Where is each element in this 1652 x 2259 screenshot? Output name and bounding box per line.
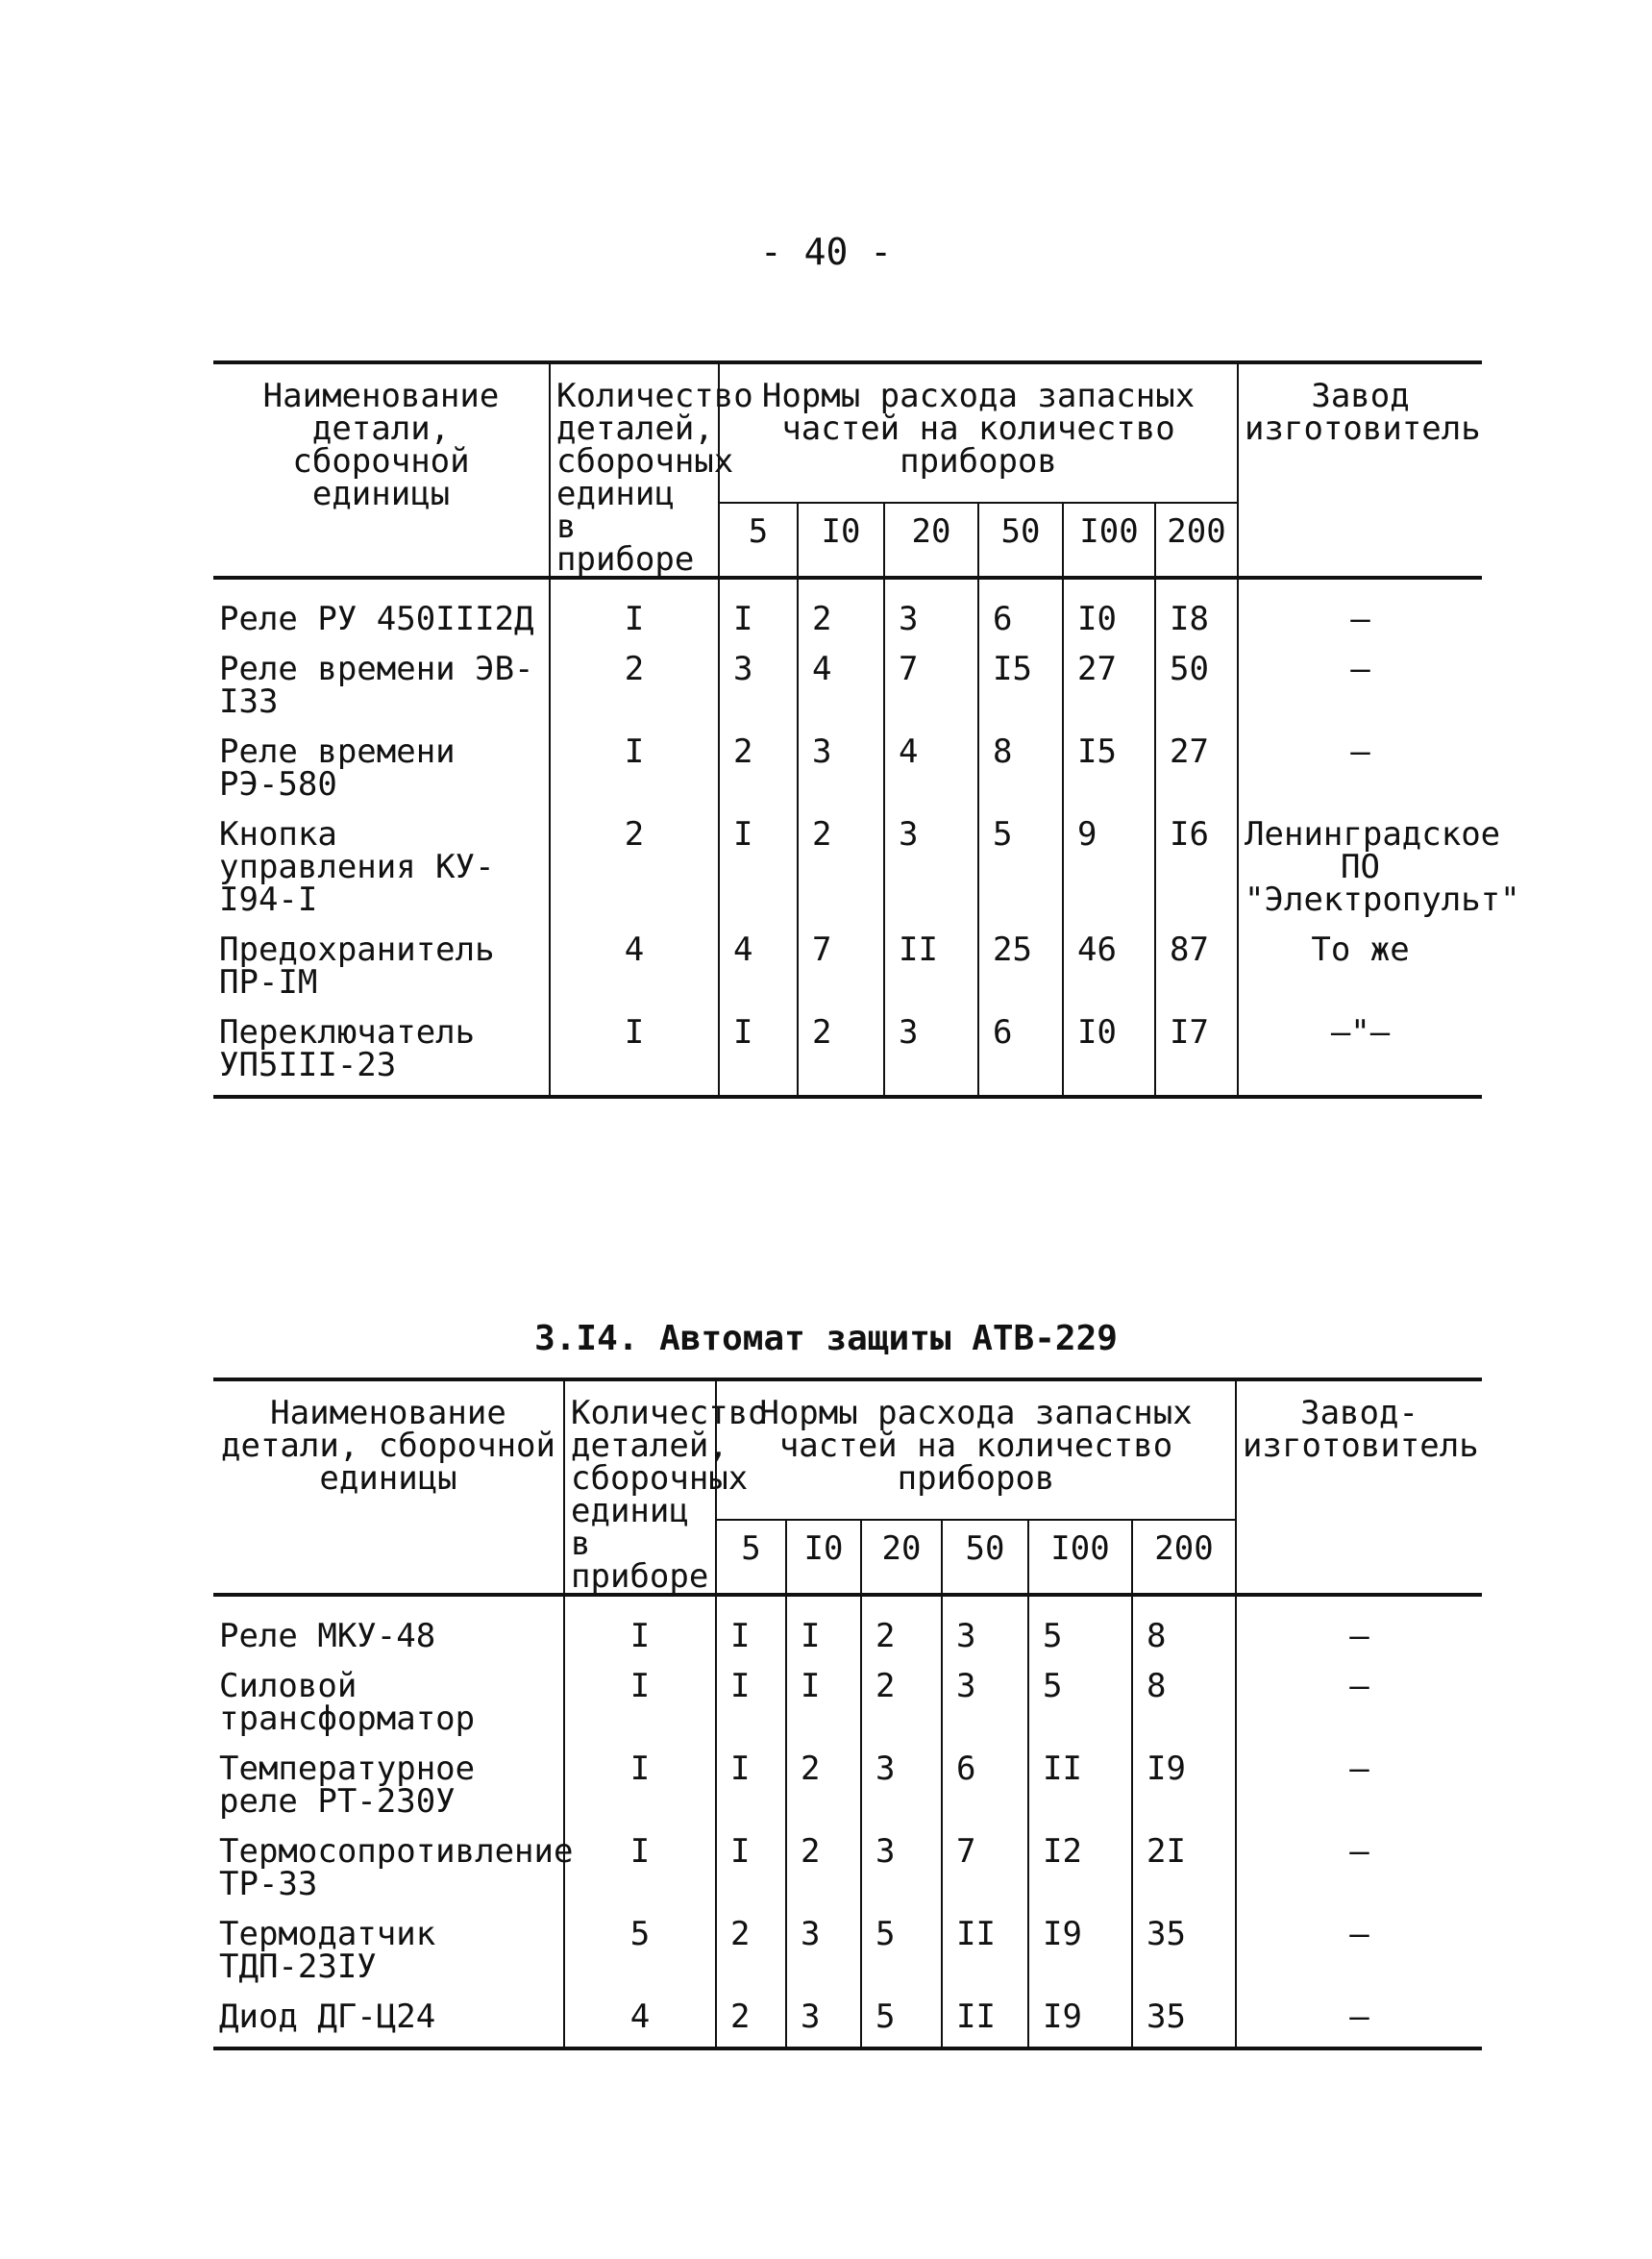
norm-value: 3 (861, 1743, 942, 1825)
norm-value: 5 (978, 808, 1063, 924)
part-name: Реле времени РЭ-580 (213, 726, 550, 808)
part-quantity: 4 (550, 924, 719, 1006)
norm-value: I9 (1132, 1743, 1236, 1825)
norm-value: 27 (1155, 726, 1238, 808)
norm-value: 2 (716, 1908, 786, 1991)
column-header-count: 5 (716, 1520, 786, 1595)
norm-value: 4 (719, 924, 798, 1006)
norm-value: I7 (1155, 1006, 1238, 1097)
norm-value: I (716, 1825, 786, 1908)
part-name: Термодатчик ТДП-23IУ (213, 1908, 564, 1991)
column-header-count: I0 (786, 1520, 861, 1595)
norm-value: 7 (942, 1825, 1028, 1908)
norm-value: 8 (1132, 1660, 1236, 1743)
plant-name: – (1238, 578, 1482, 643)
table-row (213, 578, 1482, 643)
part-quantity: 4 (564, 1991, 716, 2048)
norm-value: I2 (1028, 1825, 1132, 1908)
spare-parts-table-2 (213, 1378, 1482, 2050)
norm-value: 5 (1028, 1595, 1132, 1660)
norm-value: II (942, 1908, 1028, 1991)
part-quantity: I (564, 1595, 716, 1660)
norm-value: 35 (1132, 1908, 1236, 1991)
part-name: Предохранитель ПР-IМ (213, 924, 550, 1006)
column-header-name: Наименование детали, сборочной единицы (213, 362, 550, 578)
norm-value: 25 (978, 924, 1063, 1006)
norm-value: I8 (1155, 578, 1238, 643)
table-row (213, 726, 1482, 808)
norm-value: 2 (798, 808, 884, 924)
norm-value: 2 (719, 726, 798, 808)
column-header-count: 20 (884, 503, 978, 578)
norm-value: 2 (861, 1595, 942, 1660)
norm-value: 3 (786, 1991, 861, 2048)
column-header-norms: Нормы расхода запасных частей на количество приборов (716, 1379, 1236, 1520)
plant-name: – (1236, 1825, 1482, 1908)
table-row (213, 1660, 1482, 1743)
part-name: Переключатель УП5III-23 (213, 1006, 550, 1097)
column-header-count: 50 (942, 1520, 1028, 1595)
plant-name: Ленинградское ПО "Электропульт" (1238, 808, 1482, 924)
plant-name: – (1238, 726, 1482, 808)
norm-value: I (719, 1006, 798, 1097)
norm-value: 3 (884, 1006, 978, 1097)
table-row (213, 1908, 1482, 1991)
table-row (213, 924, 1482, 1006)
part-name: Реле РУ 450III2Д (213, 578, 550, 643)
part-quantity: 2 (550, 643, 719, 726)
norm-value: 2 (861, 1660, 942, 1743)
norm-value: I5 (1063, 726, 1155, 808)
table-row (213, 808, 1482, 924)
part-quantity: I (564, 1825, 716, 1908)
norm-value: 5 (861, 1908, 942, 1991)
plant-name: – (1236, 1908, 1482, 1991)
part-quantity: 5 (564, 1908, 716, 1991)
norm-value: 87 (1155, 924, 1238, 1006)
norm-value: 4 (798, 643, 884, 726)
column-header-count: I0 (798, 503, 884, 578)
column-header-count: 5 (719, 503, 798, 578)
norm-value: 2 (716, 1991, 786, 2048)
norm-value: 3 (884, 578, 978, 643)
norm-value: 9 (1063, 808, 1155, 924)
part-name: Силовой трансформатор (213, 1660, 564, 1743)
norm-value: 50 (1155, 643, 1238, 726)
norm-value: 3 (798, 726, 884, 808)
norm-value: 2 (786, 1743, 861, 1825)
page-number: - 40 - (759, 231, 893, 273)
norm-value: I (719, 808, 798, 924)
norm-value: 46 (1063, 924, 1155, 1006)
table-row (213, 1825, 1482, 1908)
column-header-quantity: Количество деталей, сборочных единиц в приборе (564, 1379, 716, 1595)
norm-value: II (1028, 1743, 1132, 1825)
norm-value: 6 (942, 1743, 1028, 1825)
norm-value: 6 (978, 578, 1063, 643)
part-quantity: I (550, 578, 719, 643)
norm-value: 7 (884, 643, 978, 726)
column-header-quantity: Количество деталей, сборочных единиц в приборе (550, 362, 719, 578)
norm-value: 2 (798, 578, 884, 643)
part-name: Температурное реле РТ-230У (213, 1743, 564, 1825)
norm-value: 6 (978, 1006, 1063, 1097)
norm-value: I (719, 578, 798, 643)
norm-value: 5 (1028, 1660, 1132, 1743)
norm-value: I (786, 1595, 861, 1660)
norm-value: I (716, 1660, 786, 1743)
plant-name: – (1236, 1660, 1482, 1743)
part-name: Реле времени ЭВ-I33 (213, 643, 550, 726)
column-header-name: Наименование детали, сборочной единицы (213, 1379, 564, 1595)
norm-value: II (884, 924, 978, 1006)
norm-value: I0 (1063, 578, 1155, 643)
column-header-count: 50 (978, 503, 1063, 578)
norm-value: II (942, 1991, 1028, 2048)
norm-value: 3 (786, 1908, 861, 1991)
norm-value: 2I (1132, 1825, 1236, 1908)
norm-value: 2 (798, 1006, 884, 1097)
table-row (213, 1595, 1482, 1660)
column-header-plant: Завод-изготовитель (1236, 1379, 1482, 1595)
part-quantity: 2 (550, 808, 719, 924)
part-name: Термосопротивление ТР-33 (213, 1825, 564, 1908)
norm-value: 8 (1132, 1595, 1236, 1660)
norm-value: 3 (884, 808, 978, 924)
column-header-count: I00 (1028, 1520, 1132, 1595)
part-quantity: I (550, 726, 719, 808)
norm-value: I9 (1028, 1991, 1132, 2048)
part-name: Кнопка управления КУ-I94-I (213, 808, 550, 924)
plant-name: То же (1238, 924, 1482, 1006)
norm-value: I (786, 1660, 861, 1743)
part-quantity: I (564, 1743, 716, 1825)
norm-value: 5 (861, 1991, 942, 2048)
table-row (213, 643, 1482, 726)
norm-value: 3 (942, 1595, 1028, 1660)
norm-value: 35 (1132, 1991, 1236, 2048)
norm-value: I5 (978, 643, 1063, 726)
plant-name: – (1236, 1743, 1482, 1825)
norm-value: I9 (1028, 1908, 1132, 1991)
table-row (213, 1006, 1482, 1097)
table-row (213, 1991, 1482, 2048)
column-header-count: I00 (1063, 503, 1155, 578)
norm-value: 27 (1063, 643, 1155, 726)
section-title: 3.I4. Автомат защиты АТВ-229 (534, 1319, 1118, 1358)
table-row (213, 1743, 1482, 1825)
column-header-count: 200 (1132, 1520, 1236, 1595)
norm-value: I (716, 1595, 786, 1660)
plant-name: – (1236, 1991, 1482, 2048)
norm-value: 2 (786, 1825, 861, 1908)
column-header-norms: Нормы расхода запасных частей на количество приборов (719, 362, 1238, 503)
plant-name: – (1238, 643, 1482, 726)
part-name: Реле МКУ-48 (213, 1595, 564, 1660)
norm-value: 3 (719, 643, 798, 726)
part-quantity: I (550, 1006, 719, 1097)
norm-value: 4 (884, 726, 978, 808)
norm-value: I6 (1155, 808, 1238, 924)
norm-value: 3 (942, 1660, 1028, 1743)
column-header-count: 20 (861, 1520, 942, 1595)
plant-name: – (1236, 1595, 1482, 1660)
column-header-plant: Завод изготовитель (1238, 362, 1482, 578)
norm-value: 3 (861, 1825, 942, 1908)
norm-value: I0 (1063, 1006, 1155, 1097)
part-quantity: I (564, 1660, 716, 1743)
part-name: Диод ДГ-Ц24 (213, 1991, 564, 2048)
column-header-count: 200 (1155, 503, 1238, 578)
norm-value: 7 (798, 924, 884, 1006)
norm-value: I (716, 1743, 786, 1825)
norm-value: 8 (978, 726, 1063, 808)
spare-parts-table-1 (213, 360, 1520, 1099)
plant-name: –"– (1238, 1006, 1482, 1097)
